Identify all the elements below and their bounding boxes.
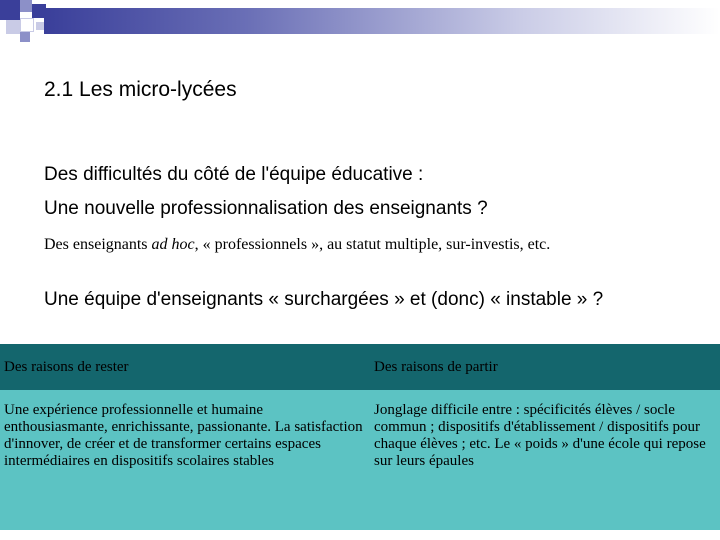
cell-stay: Une expérience professionnelle et humaine enthousiasmante, enrichissante, passionante. La satisfaction d'innover, de créer et de transformer certains espaces intermédiaires en dispositifs scolaires stables: [0, 390, 368, 530]
table-row: [0, 390, 720, 530]
header-gradient-bar: [44, 8, 720, 34]
detail-before: Des enseignants: [44, 236, 152, 253]
deco-square: [36, 22, 44, 30]
deco-square: [6, 20, 20, 34]
detail-teachers: [44, 234, 710, 255]
deco-square: [20, 18, 34, 32]
header-stay: Des raisons de rester: [0, 344, 368, 390]
slide-title: 2.1 Les micro-lycées: [44, 78, 237, 101]
deco-square: [0, 0, 20, 20]
table-header-row: [0, 344, 720, 390]
detail-after: , « professionnels », au statut multiple, sur-investis, etc.: [194, 236, 551, 253]
deco-square: [20, 0, 32, 12]
bullet-professionalisation: Une nouvelle professionnalisation des enseignants ?: [44, 198, 488, 219]
bullet-difficulties: Des difficultés du côté de l'équipe éducative :: [44, 164, 424, 185]
bullet-team: Une équipe d'enseignants « surchargées » et (donc) « instable » ?: [44, 289, 604, 310]
deco-square: [20, 32, 30, 42]
header-leave: Des raisons de partir: [368, 344, 720, 390]
detail-italic: ad hoc: [151, 236, 195, 253]
reasons-table: [0, 344, 720, 530]
cell-leave: Jonglage difficile entre : spécificités élèves / socle commun ; dispositifs d'établissement / dispositifs pour chaque élèves ; etc. Le « poids » d'une école qui repose sur leurs épaules: [368, 390, 720, 530]
